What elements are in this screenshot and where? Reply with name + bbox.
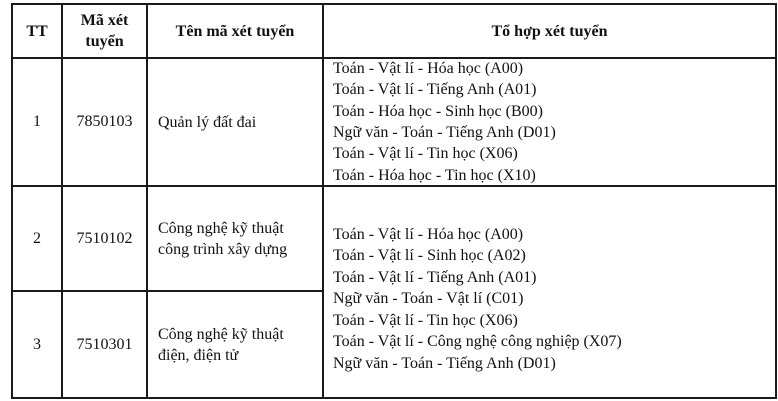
row3-name-line2: điện, điện tử — [158, 346, 239, 364]
row1-combo-item: Toán - Vật lí - Tiếng Anh (A01) — [333, 81, 537, 99]
row1-tt-value: 1 — [33, 113, 41, 130]
row3-tt — [13, 292, 61, 397]
shared-combo-item: Toán - Vật lí - Hóa học (A00) — [333, 226, 524, 244]
row1-combo-item: Toán - Vật lí - Hóa học (A00) — [333, 59, 524, 77]
row1-name-line1: Quản lý đất đai — [158, 113, 257, 131]
row2-name — [148, 187, 322, 290]
header-tt — [13, 5, 61, 57]
header-code-line2: tuyển — [85, 33, 124, 50]
row2-code-value: 7510102 — [76, 229, 133, 247]
header-code — [63, 5, 146, 57]
row1-combo-item: Toán - Hóa học - Tin học (X10) — [333, 166, 536, 184]
row1-combo-item: Toán - Hóa học - Sinh học (B00) — [333, 102, 543, 120]
row2-tt — [13, 187, 61, 290]
shared-combos — [324, 187, 775, 397]
row2-name-line2: công trình xây dựng — [158, 240, 288, 258]
header-combos-label: Tổ hợp xét tuyển — [491, 22, 608, 40]
row1-code-value: 7850103 — [76, 113, 133, 130]
shared-combo-item: Ngữ văn - Toán - Vật lí (C01) — [333, 290, 524, 308]
row3-tt-value: 3 — [33, 335, 41, 353]
row1-combos — [324, 59, 775, 185]
header-name-label: Tên mã xét tuyển — [175, 22, 295, 40]
shared-combo-item: Toán - Vật lí - Tin học (X06) — [333, 311, 518, 329]
row1-name — [148, 59, 322, 185]
row3-name — [148, 292, 322, 397]
table-border-bottom — [11, 397, 777, 399]
shared-combo-item: Toán - Vật lí - Sinh học (A02) — [333, 247, 526, 265]
header-combos — [324, 5, 775, 57]
header-name — [148, 5, 322, 57]
shared-combo-item: Toán - Vật lí - Tiếng Anh (A01) — [333, 268, 537, 286]
row1-tt — [13, 59, 61, 185]
shared-combo-item: Ngữ văn - Toán - Tiếng Anh (D01) — [333, 354, 556, 372]
row1-combo-item: Toán - Vật lí - Tin học (X06) — [333, 145, 518, 163]
header-code-line1: Mã xét — [80, 12, 129, 29]
row3-code — [63, 292, 146, 397]
shared-combo-item: Toán - Vật lí - Công nghệ công nghiệp (X07) — [333, 333, 622, 351]
table-border-right — [775, 3, 777, 399]
row3-name-line1: Công nghệ kỹ thuật — [158, 325, 284, 343]
row3-code-value: 7510301 — [76, 335, 133, 353]
row2-tt-value: 2 — [33, 229, 41, 247]
row2-name-line1: Công nghệ kỹ thuật — [158, 219, 284, 237]
header-tt-label: TT — [26, 22, 48, 40]
row1-combo-item: Ngữ văn - Toán - Tiếng Anh (D01) — [333, 124, 556, 141]
row2-code — [63, 187, 146, 290]
row1-code — [63, 59, 146, 185]
